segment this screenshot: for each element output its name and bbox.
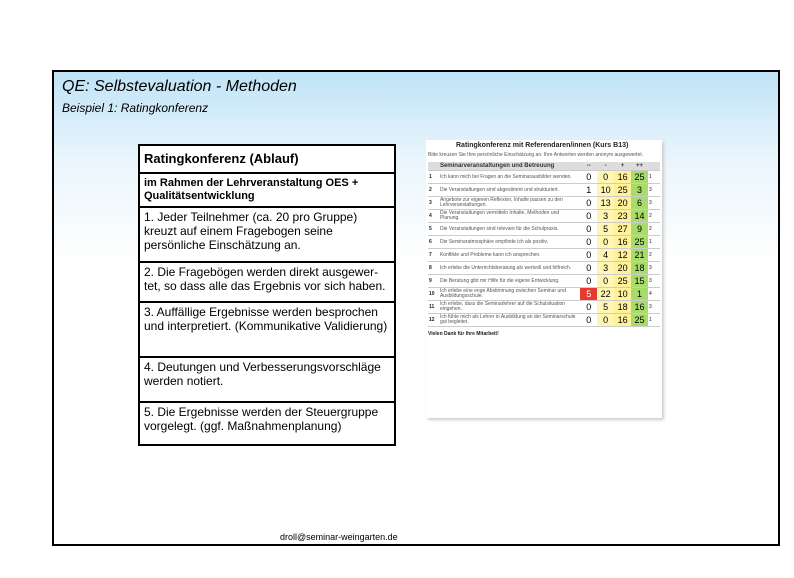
row-statement: Konflikte und Probleme kann ich ansprechen. <box>439 249 580 262</box>
rating-count: 0 <box>580 171 597 184</box>
rating-count: 0 <box>580 236 597 249</box>
table-row <box>428 288 660 301</box>
rating-count: 20 <box>614 262 631 275</box>
rating-count: 3 <box>597 210 614 223</box>
ablauf-panel <box>138 144 396 446</box>
rating-count: 15 <box>631 275 648 288</box>
row-mark: 4 <box>648 288 660 301</box>
row-statement: Ich erlebe eine enge Abstimmung zwischen Seminar und Ausbildungsschule. <box>439 288 580 301</box>
row-number: 3 <box>428 197 439 210</box>
rating-count: 0 <box>580 223 597 236</box>
rating-count: 0 <box>597 275 614 288</box>
row-number: 2 <box>428 184 439 197</box>
row-number: 9 <box>428 275 439 288</box>
table-row <box>428 262 660 275</box>
ablauf-step: 5. Die Ergebnisse werden der Steuergruppe vorgelegt. (ggf. Maßnahmenplanung) <box>144 405 379 433</box>
row-statement: Die Beratung gibt mir Hilfe für die eigene Entwicklung. <box>439 275 580 288</box>
rating-count: 18 <box>614 301 631 314</box>
rating-count: 10 <box>597 184 614 197</box>
rating-count: 0 <box>580 262 597 275</box>
rating-count: 23 <box>614 210 631 223</box>
rating-count: 21 <box>631 249 648 262</box>
document-intro: Bitte kreuzen Sie Ihre persönliche Einschätzung an. Ihre Antworten werden anonym ausgewertet. <box>428 152 644 158</box>
ablauf-step: 2. Die Fragebögen werden direkt ausgewer-tet, so dass alle das Ergebnis vor sich haben. <box>140 263 394 303</box>
table-row <box>428 184 660 197</box>
row-number: 11 <box>428 301 439 314</box>
rating-count: 25 <box>614 275 631 288</box>
table-row <box>428 249 660 262</box>
table-row <box>428 314 660 327</box>
rating-table <box>428 162 660 327</box>
row-statement: Ich kann mich bei Fragen an die Seminarausbilder wenden. <box>439 171 580 184</box>
ablauf-step: 4. Deutungen und Verbesserungsvorschläge werden notiert. <box>140 358 394 403</box>
table-row <box>428 301 660 314</box>
row-mark: 3 <box>648 275 660 288</box>
ablauf-step: 3. Auffällige Ergebnisse werden besprochen und interpretiert. (Kommunikative Validierung) <box>140 303 394 358</box>
row-number: 7 <box>428 249 439 262</box>
row-statement: Ich erlebe, dass die Seminarlehrer auf die Schulsituation eingehen. <box>439 301 580 314</box>
row-statement: Die Seminaratmosphäre empfinde ich als positiv. <box>439 236 580 249</box>
slide-frame <box>52 70 780 546</box>
row-mark: 3 <box>648 301 660 314</box>
table-header-label: Seminarveranstaltungen und Betreuung <box>439 162 580 171</box>
slide-title: QE: Selbstevaluation - Methoden <box>62 78 297 95</box>
rating-count: 4 <box>597 249 614 262</box>
rating-count: 10 <box>614 288 631 301</box>
scale-label: + <box>614 162 631 171</box>
rating-count: 0 <box>580 314 597 327</box>
footer-email: droll@seminar-weingarten.de <box>280 532 398 542</box>
row-number: 1 <box>428 171 439 184</box>
ablauf-context: im Rahmen der Lehrveranstaltung OES + Qualitätsentwicklung <box>140 174 394 208</box>
rating-count: 16 <box>614 171 631 184</box>
table-row <box>428 210 660 223</box>
rating-count: 3 <box>631 184 648 197</box>
rating-count: 0 <box>597 314 614 327</box>
row-mark: 2 <box>648 223 660 236</box>
scale-label: ++ <box>631 162 648 171</box>
rating-count: 5 <box>597 301 614 314</box>
rating-count: 22 <box>597 288 614 301</box>
row-statement: Ich fühle mich als Lehrer in Ausbildung an der Seminarschule gut begleitet. <box>439 314 580 327</box>
rating-count: 16 <box>614 236 631 249</box>
ablauf-step: 1. Jeder Teilnehmer (ca. 20 pro Gruppe) kreuzt auf einem Fragebogen seine persönliche Einschätzung an. <box>140 208 394 263</box>
table-row <box>428 171 660 184</box>
rating-count: 13 <box>597 197 614 210</box>
rating-count: 3 <box>597 262 614 275</box>
rating-count: 1 <box>580 184 597 197</box>
slide-subtitle: Beispiel 1: Ratingkonferenz <box>62 101 209 115</box>
row-mark: 3 <box>648 262 660 275</box>
rating-count: 12 <box>614 249 631 262</box>
row-mark: 3 <box>648 197 660 210</box>
rating-count: 27 <box>614 223 631 236</box>
rating-count: 5 <box>597 223 614 236</box>
rating-document <box>426 140 662 418</box>
rating-count: 20 <box>614 197 631 210</box>
rating-count: 0 <box>580 197 597 210</box>
rating-count: 0 <box>580 301 597 314</box>
table-row <box>428 223 660 236</box>
rating-count: 16 <box>631 301 648 314</box>
rating-count: 0 <box>580 249 597 262</box>
rating-count: 1 <box>631 288 648 301</box>
table-row <box>428 275 660 288</box>
row-number: 10 <box>428 288 439 301</box>
rating-count: 9 <box>631 223 648 236</box>
document-closing: Vielen Dank für Ihre Mitarbeit! <box>428 331 499 337</box>
row-number: 12 <box>428 314 439 327</box>
row-mark: 2 <box>648 249 660 262</box>
rating-count: 0 <box>597 171 614 184</box>
table-row <box>428 236 660 249</box>
row-statement: Die Veranstaltungen sind relevant für die Schulpraxis. <box>439 223 580 236</box>
document-title: Ratingkonferenz mit Referendaren/innen (Kurs B13) <box>456 142 629 149</box>
row-statement: Angebote zur eigenen Reflexion, Inhalte passen zu den Lehrveranstaltungen. <box>439 197 580 210</box>
ablauf-heading: Ratingkonferenz (Ablauf) <box>140 146 394 174</box>
scale-label: -- <box>580 162 597 171</box>
rating-count: 25 <box>614 184 631 197</box>
rating-count: 0 <box>580 275 597 288</box>
rating-count: 0 <box>597 236 614 249</box>
row-mark: 1 <box>648 314 660 327</box>
rating-count: 18 <box>631 262 648 275</box>
row-statement: Die Veranstaltungen vermitteln Inhalte, Methoden und Planung. <box>439 210 580 223</box>
row-statement: Ich erlebe die Unterrichtsberatung als wertvoll und hilfreich. <box>439 262 580 275</box>
row-mark: 3 <box>648 184 660 197</box>
rating-count: 0 <box>580 210 597 223</box>
rating-count: 5 <box>580 288 597 301</box>
row-number: 8 <box>428 262 439 275</box>
row-number: 5 <box>428 223 439 236</box>
row-number: 6 <box>428 236 439 249</box>
row-number: 4 <box>428 210 439 223</box>
row-mark: 2 <box>648 210 660 223</box>
rating-count: 25 <box>631 236 648 249</box>
scale-label: - <box>597 162 614 171</box>
rating-count: 25 <box>631 171 648 184</box>
table-row <box>428 197 660 210</box>
table-header <box>428 162 660 171</box>
rating-count: 25 <box>631 314 648 327</box>
row-mark: 1 <box>648 236 660 249</box>
rating-count: 14 <box>631 210 648 223</box>
row-statement: Die Veranstaltungen sind abgestimmt und strukturiert. <box>439 184 580 197</box>
row-mark: 1 <box>648 171 660 184</box>
rating-count: 16 <box>614 314 631 327</box>
rating-count: 6 <box>631 197 648 210</box>
